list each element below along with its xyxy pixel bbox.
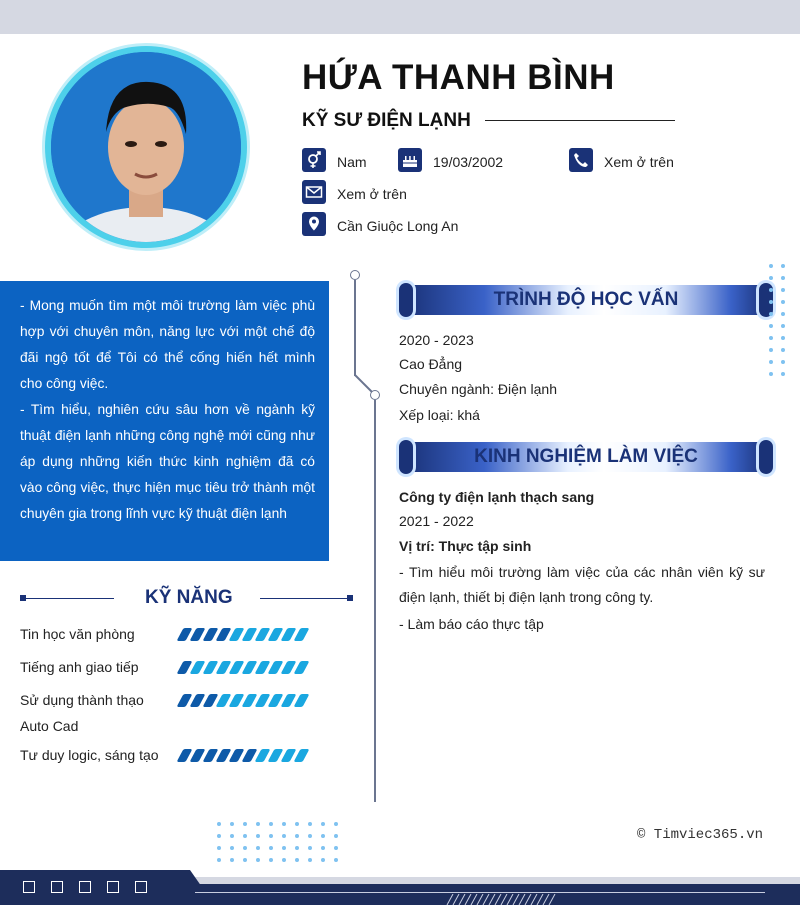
dot (269, 834, 273, 838)
decorative-dots (217, 822, 347, 870)
gender-value: Nam (337, 154, 367, 170)
full-name: HỨA THANH BÌNH (302, 58, 615, 97)
copyright: © Timviec365.vn (637, 827, 764, 843)
skill-level-bar (180, 694, 310, 707)
dot (269, 846, 273, 850)
dot (282, 822, 286, 826)
skills-header-marker (347, 595, 353, 601)
dot (781, 276, 785, 280)
dot (769, 360, 773, 364)
decorative-dots (769, 264, 793, 384)
dot (781, 336, 785, 340)
dot (282, 846, 286, 850)
email-icon (302, 180, 326, 204)
bottom-square (107, 881, 119, 893)
education-major: Chuyên ngành: Điện lạnh (399, 381, 558, 397)
phone-value: Xem ở trên (604, 154, 674, 170)
birthday-cake-icon (398, 148, 422, 172)
bottom-square (79, 881, 91, 893)
skill-name: Tư duy logic, sáng tạo (20, 747, 159, 763)
dot (781, 324, 785, 328)
dot (769, 324, 773, 328)
timeline-line (354, 280, 356, 376)
dot (243, 858, 247, 862)
skill-segment-empty (294, 628, 310, 641)
dot (769, 288, 773, 292)
dot (334, 846, 338, 850)
dot (269, 858, 273, 862)
dot (321, 822, 325, 826)
experience-position: Vị trí: Thực tập sinh (399, 538, 532, 554)
dot (769, 336, 773, 340)
experience-duty: - Làm báo cáo thực tập (399, 616, 544, 632)
experience-period: 2021 - 2022 (399, 513, 474, 529)
dot (781, 348, 785, 352)
experience-duty: - Tìm hiểu môi trường làm việc của các nhân viên kỹ sư điện lạnh, thiết bị điện lạnh trong công ty. (399, 564, 765, 605)
objective-paragraph: - Mong muốn tìm một môi trường làm việc phù hợp với chuyên môn, năng lực với một chế độ đãi ngộ tốt để Tôi có thể cống hiến hết mình cho công việc. (20, 298, 315, 391)
dot (769, 276, 773, 280)
dot (295, 846, 299, 850)
dot (769, 264, 773, 268)
avatar (51, 52, 241, 242)
bottom-hatch (445, 894, 565, 905)
dot (295, 834, 299, 838)
dot (321, 846, 325, 850)
dot (781, 360, 785, 364)
dot (243, 822, 247, 826)
dot (334, 834, 338, 838)
skill-segment-empty (294, 694, 310, 707)
dot (781, 372, 785, 376)
dot (769, 300, 773, 304)
dot (308, 858, 312, 862)
phone-icon (569, 148, 593, 172)
career-objective (0, 281, 329, 561)
dot (243, 834, 247, 838)
location-icon (302, 212, 326, 236)
timeline-line (374, 400, 376, 802)
dot (308, 834, 312, 838)
company-name: Công ty điện lạnh thạch sang (399, 489, 595, 505)
skill-segment-empty (294, 661, 310, 674)
education-period: 2020 - 2023 (399, 332, 474, 348)
experience-header (399, 440, 773, 474)
skill-segment-empty (294, 749, 310, 762)
education-title: TRÌNH ĐỘ HỌC VẤN (493, 289, 679, 310)
email-value: Xem ở trên (337, 186, 407, 202)
dot (256, 834, 260, 838)
dot (781, 300, 785, 304)
skill-level-bar (180, 661, 310, 674)
dot (781, 312, 785, 316)
dot (217, 834, 221, 838)
objective-paragraph: - Tìm hiểu, nghiên cứu sâu hơn về ngành kỹ thuật điện lạnh những công nghệ mới cũng như áp dụng những kiến thức kinh nghiệm đã có vào công việc, thực hiện mục tiêu trở thành một chuyên gia trong lĩnh vực kỹ thuật điện lạnh (20, 402, 315, 521)
dot (230, 834, 234, 838)
dot (282, 834, 286, 838)
dot (217, 858, 221, 862)
skills-header-line (260, 598, 348, 599)
job-title: KỸ SƯ ĐIỆN LẠNH (302, 110, 471, 131)
top-band (0, 0, 800, 34)
bottom-line (195, 892, 765, 893)
dot (243, 846, 247, 850)
dot (308, 822, 312, 826)
skill-name: Tin học văn phòng (20, 626, 135, 642)
dot (217, 846, 221, 850)
bottom-stripe (175, 877, 800, 884)
dot (334, 858, 338, 862)
dot (217, 822, 221, 826)
dot (769, 348, 773, 352)
dot (308, 846, 312, 850)
skill-name: Sử dụng thành thạo Auto Cad (20, 692, 144, 734)
birthday-value: 19/03/2002 (433, 154, 504, 170)
dot (256, 858, 260, 862)
dot (269, 822, 273, 826)
dot (282, 858, 286, 862)
dot (230, 822, 234, 826)
education-header (399, 283, 773, 317)
bottom-square (51, 881, 63, 893)
skill-level-bar (180, 749, 310, 762)
dot (781, 264, 785, 268)
dot (230, 846, 234, 850)
gender-icon (302, 148, 326, 172)
dot (256, 822, 260, 826)
dot (230, 858, 234, 862)
dot (334, 822, 338, 826)
timeline-node (370, 390, 380, 400)
dot (295, 858, 299, 862)
skill-level-bar (180, 628, 310, 641)
title-divider (485, 120, 675, 121)
education-rank: Xếp loại: khá (399, 407, 480, 423)
dot (781, 288, 785, 292)
bottom-square (135, 881, 147, 893)
dot (295, 822, 299, 826)
skills-header-line (26, 598, 114, 599)
dot (769, 312, 773, 316)
dot (321, 858, 325, 862)
bottom-square (23, 881, 35, 893)
experience-title: KINH NGHIỆM LÀM VIỆC (474, 446, 698, 467)
skill-name: Tiếng anh giao tiếp (20, 659, 139, 675)
dot (256, 846, 260, 850)
skills-title: KỸ NĂNG (145, 587, 233, 608)
address-value: Cần Giuộc Long An (337, 218, 459, 234)
dot (321, 834, 325, 838)
timeline-node (350, 270, 360, 280)
dot (769, 372, 773, 376)
education-school: Cao Đẳng (399, 356, 463, 372)
